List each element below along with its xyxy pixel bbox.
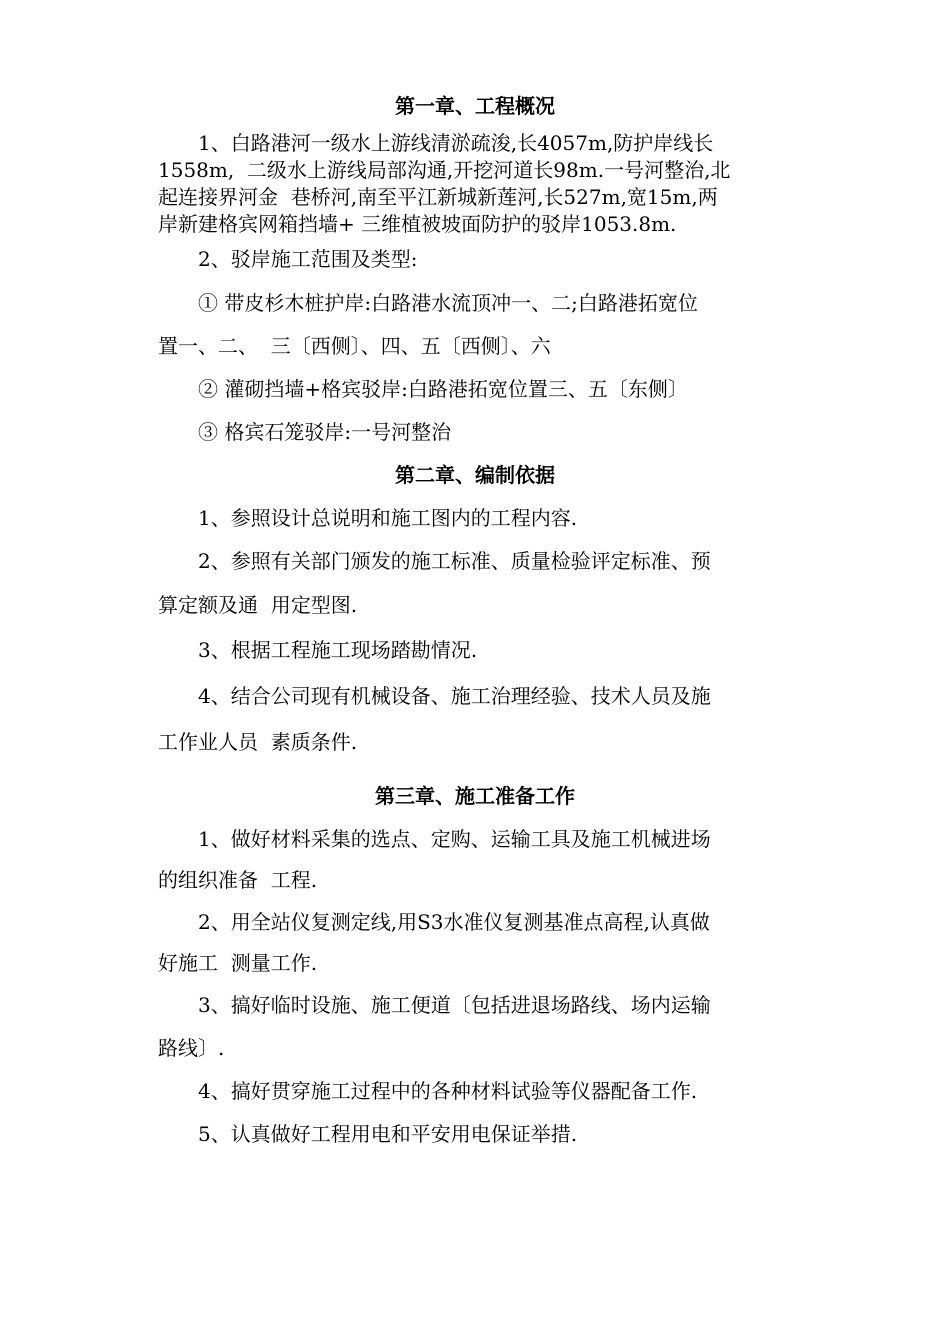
- chapter-3-title: 第三章、施工准备工作: [375, 784, 575, 808]
- text-line: 2、用全站仪复测定线,用S3水准仪复测基准点高程,认真做: [198, 910, 710, 934]
- chapter-1-paragraph-2: 2、驳岸施工范围及类型:: [198, 247, 418, 271]
- chapter-1-title: 第一章、工程概况: [395, 94, 555, 118]
- text-line: 4、结合公司现有机械设备、施工治理经验、技术人员及施: [198, 684, 711, 708]
- chapter-2-paragraph-1: 1、参照设计总说明和施工图内的工程内容.: [198, 506, 578, 530]
- text-line: 起连接界河金 巷桥河,南至平江新城新莲河,长527m,宽15m,两: [158, 185, 718, 209]
- text-line: 置一、二、 三〔西侧〕、四、五〔西侧〕、六: [158, 334, 551, 358]
- text-line: 算定额及通 用定型图.: [158, 593, 358, 617]
- text-line: 1、做好材料采集的选点、定购、运输工具及施工机械进场: [198, 827, 711, 851]
- text-line: 2、参照有关部门颁发的施工标准、质量检验评定标准、预: [198, 549, 711, 573]
- chapter-1-paragraph-4: ② 灌砌挡墙+格宾驳岸:白路港拓宽位置三、五〔东侧〕: [198, 377, 688, 401]
- text-line: 的组织准备 工程.: [158, 868, 318, 892]
- text-line: ① 带皮杉木桩护岸:白路港水流顶冲一、二;白路港拓宽位: [198, 291, 698, 315]
- chapter-1-paragraph-5: ③ 格宾石笼驳岸:一号河整治: [198, 420, 452, 444]
- chapter-2-title: 第二章、编制依据: [395, 463, 555, 487]
- text-line: 1、白路港河一级水上游线清淤疏浚,长4057m,防护岸线长: [198, 131, 714, 155]
- chapter-3-paragraph-4: 4、搞好贯穿施工过程中的各种材料试验等仪器配备工作.: [198, 1079, 698, 1103]
- text-line: 工作业人员 素质条件.: [158, 730, 358, 754]
- text-line: 路线〕.: [158, 1036, 225, 1060]
- chapter-2-paragraph-3: 3、根据工程施工现场踏勘情况.: [198, 638, 478, 662]
- text-line: 岸新建格宾网箱挡墙+ 三维植被坡面防护的驳岸1053.8m.: [158, 212, 677, 236]
- text-line: 1558m, 二级水上游线局部沟通,开挖河道长98m.一号河整治,北: [158, 158, 731, 182]
- chapter-3-paragraph-5: 5、认真做好工程用电和平安用电保证举措.: [198, 1122, 578, 1146]
- text-line: 3、搞好临时设施、施工便道〔包括进退场路线、场内运输: [198, 993, 711, 1017]
- text-line: 好施工 测量工作.: [158, 951, 318, 975]
